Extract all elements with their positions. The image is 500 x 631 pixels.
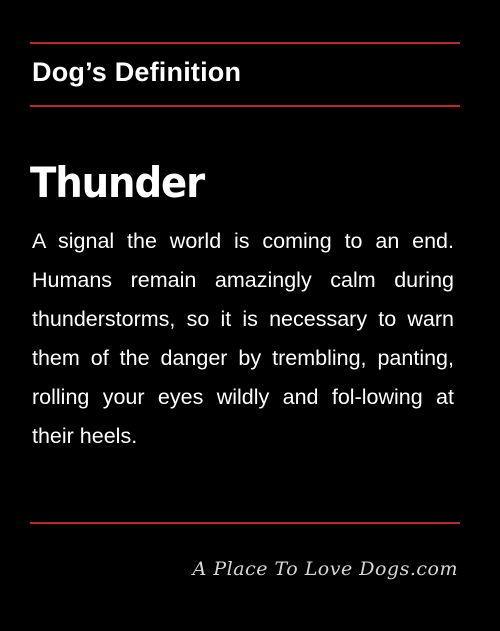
header-divider [30,105,460,107]
definition-text: A signal the world is coming to an end. Humans remain amazingly calm during thunderstorms, so it is necessary to warn them of the danger by trembling, panting, rolling your eyes wildly and fol-lowing at their heels. [32,229,454,448]
term-title: Thunder [30,158,205,207]
site-credit: A Place To Love Dogs.com [192,558,458,580]
bottom-divider [30,522,460,524]
top-divider [30,42,460,44]
section-header: Dog’s Definition [32,57,242,87]
